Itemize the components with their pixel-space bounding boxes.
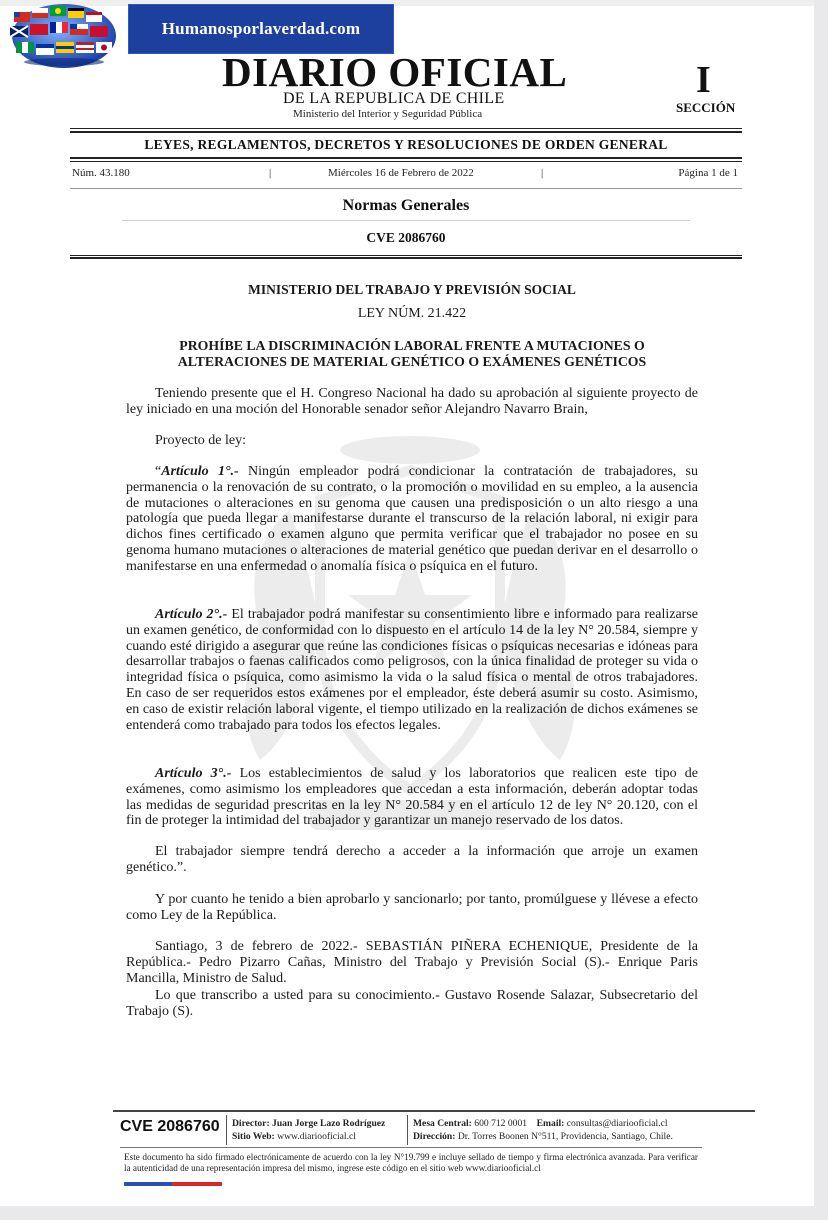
article-3-text: Los establecimientos de salud y los laboratorios que realicen este tipo de exámenes, como asimismo los empleadores que accedan a esta información, deberán adoptar todas las medidas de seguridad prescritas en la ley N° 20.584 y en el artículo 12 de ley N° 20.120, con el fin de proteger la intimidad del trabajador y garantizar un manejo reservado de los datos.: [126, 766, 698, 829]
meta-separator: |: [269, 167, 272, 179]
footer-rule-thin: [120, 1147, 702, 1148]
watermark-banner: [128, 4, 394, 54]
website-label: Sitio Web:: [232, 1130, 275, 1142]
footer-legal-note: Este documento ha sido firmado electrónicamente de acuerdo con la ley N°19.799 e incluye sellado de tiempo y firma electrónica avanzada. Para verificar la autenticidad de una representación impresa del mismo, ingrese este código en el sitio web www.diariooficial.cl: [124, 1152, 698, 1173]
intro-paragraph: Teniendo presente que el H. Congreso Nacional ha dado su aprobación al siguiente proyecto de ley iniciado en una moción del Honorable senador señor Alejandro Navarro Brain,: [126, 386, 698, 417]
law-title: [126, 338, 698, 370]
address-value: Dr. Torres Boonen N°511, Providencia, Santiago, Chile.: [457, 1130, 673, 1142]
signature-paragraph: Santiago, 3 de febrero de 2022.- SEBASTIÁN PIÑERA ECHENIQUE, Presidente de la República.- Pedro Pizarro Cañas, Ministro del Trabajo y Previsión Social (S).- Enrique Paris Mancilla, Ministro de Salud.: [126, 939, 698, 986]
article-1-text: Ningún empleador podrá condicionar la contratación de trabajadores, su permanencia o la renovación de su contrato, o la promoción o movilidad en su empleo, a la ausencia de mutaciones o alteraciones en su genoma que causen una predisposición o un alto riesgo a una patología que pueda llegar a manifestarse durante el transcurso de la relación laboral, ni exigir para dichos fines certificado o examen alguno que permita verificar que el trabajador no posee en su genoma humano mutaciones o alteraciones de material genético que puedan derivar en el desarrollo o manifestarse en una enfermedad o anomalía física o psíquica en el futuro.: [126, 464, 698, 574]
masthead-title: DIARIO OFICIAL: [222, 49, 568, 95]
footer-separator: [226, 1115, 227, 1145]
masthead-rule-top: [70, 128, 742, 129]
email-link[interactable]: consultas@diariooficial.cl: [566, 1118, 668, 1129]
section-title-rule: [122, 220, 690, 221]
mesa-central-label: Mesa Central:: [413, 1118, 472, 1129]
masthead-subtitle: DE LA REPUBLICA DE CHILE: [283, 90, 505, 107]
article-3-label: Artículo 3°.-: [155, 766, 232, 781]
issue-number: Núm. 43.180: [72, 167, 130, 179]
section-number: I: [696, 59, 711, 101]
category-rule-bottom-thin: [70, 161, 742, 162]
category-bar: LEYES, REGLAMENTOS, DECRETOS Y RESOLUCIONES DE ORDEN GENERAL: [144, 137, 668, 152]
page-indicator: Página 1 de 1: [678, 167, 738, 179]
footer-cve-code: CVE 2086760: [120, 1118, 220, 1135]
footer-director-block: [232, 1118, 385, 1143]
closing-paragraph: Y por cuanto he tenido a bien aprobarlo y sancionarlo; por tanto, promúlguese y llévese a efecto como Ley de la República.: [126, 892, 698, 923]
page-bottom-edge: [0, 1206, 828, 1220]
footer-contact-block: [413, 1118, 673, 1143]
footer-blue-stripe: [124, 1182, 172, 1186]
article-3: [126, 766, 698, 829]
footer-red-stripe: [172, 1182, 222, 1186]
transcription-paragraph: Lo que transcribo a usted para su conocimiento.- Gustavo Rosende Salazar, Subsecretario del Trabajo (S).: [126, 988, 698, 1019]
issue-meta-row: [72, 167, 740, 185]
section-title: Normas Generales: [342, 197, 470, 214]
masthead-ministry: Ministerio del Interior y Seguridad Pública: [293, 108, 483, 120]
footer-rule: [113, 1110, 755, 1112]
website-link[interactable]: www.diariooficial.cl: [277, 1130, 356, 1142]
header-rule-bottom-thin: [70, 255, 742, 256]
email-label: Email:: [536, 1118, 565, 1129]
page-top-edge: [0, 0, 828, 6]
meta-separator: |: [541, 167, 544, 179]
header-rule-bottom: [70, 257, 742, 259]
law-title-line-1: PROHÍBE LA DISCRIMINACIÓN LABORAL FRENTE A MUTACIONES O: [179, 338, 645, 353]
footer-separator: [407, 1115, 408, 1145]
law-number: LEY NÚM. 21.422: [357, 306, 467, 321]
article-2-label: Artículo 2°.-: [155, 607, 228, 622]
director-name: Juan Jorge Lazo Rodríguez: [272, 1118, 386, 1129]
page-right-edge: [814, 0, 828, 1220]
article-3-paragraph-2: El trabajador siempre tendrá derecho a acceder a la información que arroje un examen genético.”.: [126, 844, 698, 875]
watermark-banner-text: Humanosporlaverdad.com: [161, 19, 361, 38]
mesa-central-phone: 600 712 0001: [474, 1118, 528, 1129]
article-2: [126, 607, 698, 733]
flags-globe-icon: [4, 2, 124, 68]
section-label: SECCIÓN: [676, 100, 736, 115]
issue-date: Miércoles 16 de Febrero de 2022: [328, 167, 474, 179]
category-rule-bottom: [70, 157, 742, 159]
director-label: Director:: [232, 1118, 270, 1129]
law-title-line-2: ALTERACIONES DE MATERIAL GENÉTICO O EXÁMENES GENÉTICOS: [177, 354, 647, 369]
address-label: Dirección:: [413, 1130, 456, 1142]
project-label: Proyecto de ley:: [155, 433, 246, 448]
article-1-label: Artículo 1°.-: [161, 464, 239, 479]
document-ministry: MINISTERIO DEL TRABAJO Y PREVISIÓN SOCIAL: [248, 282, 576, 297]
cve-code: CVE 2086760: [366, 230, 446, 245]
masthead-rule-top-thick: [70, 131, 742, 133]
article-2-text: El trabajador podrá manifestar su consentimiento libre e informado para realizarse un examen genético, de conformidad con lo dispuesto en el artículo 14 de la ley N° 20.584, siempre y cuando esté dirigido a asegurar que reúne las condiciones físicas o psíquicas necesarias e idóneas para desarrollar trabajos o faenas calificados como peligrosos, con la única finalidad de proteger su vida o integridad física o psíquica, como asimismo la vida o la salud física o mental de otros trabajadores. En caso de ser requeridos estos exámenes por el empleador, éste deberá asumir su costo. Asimismo, en caso de existir relación laboral vigente, el tiempo utilizado en la realización de dichos exámenes se entenderá como trabajado para todos los efectos legales.: [126, 607, 698, 733]
article-1-open-quote: “: [155, 464, 162, 479]
article-1: [126, 464, 698, 575]
meta-rule: [70, 188, 742, 189]
